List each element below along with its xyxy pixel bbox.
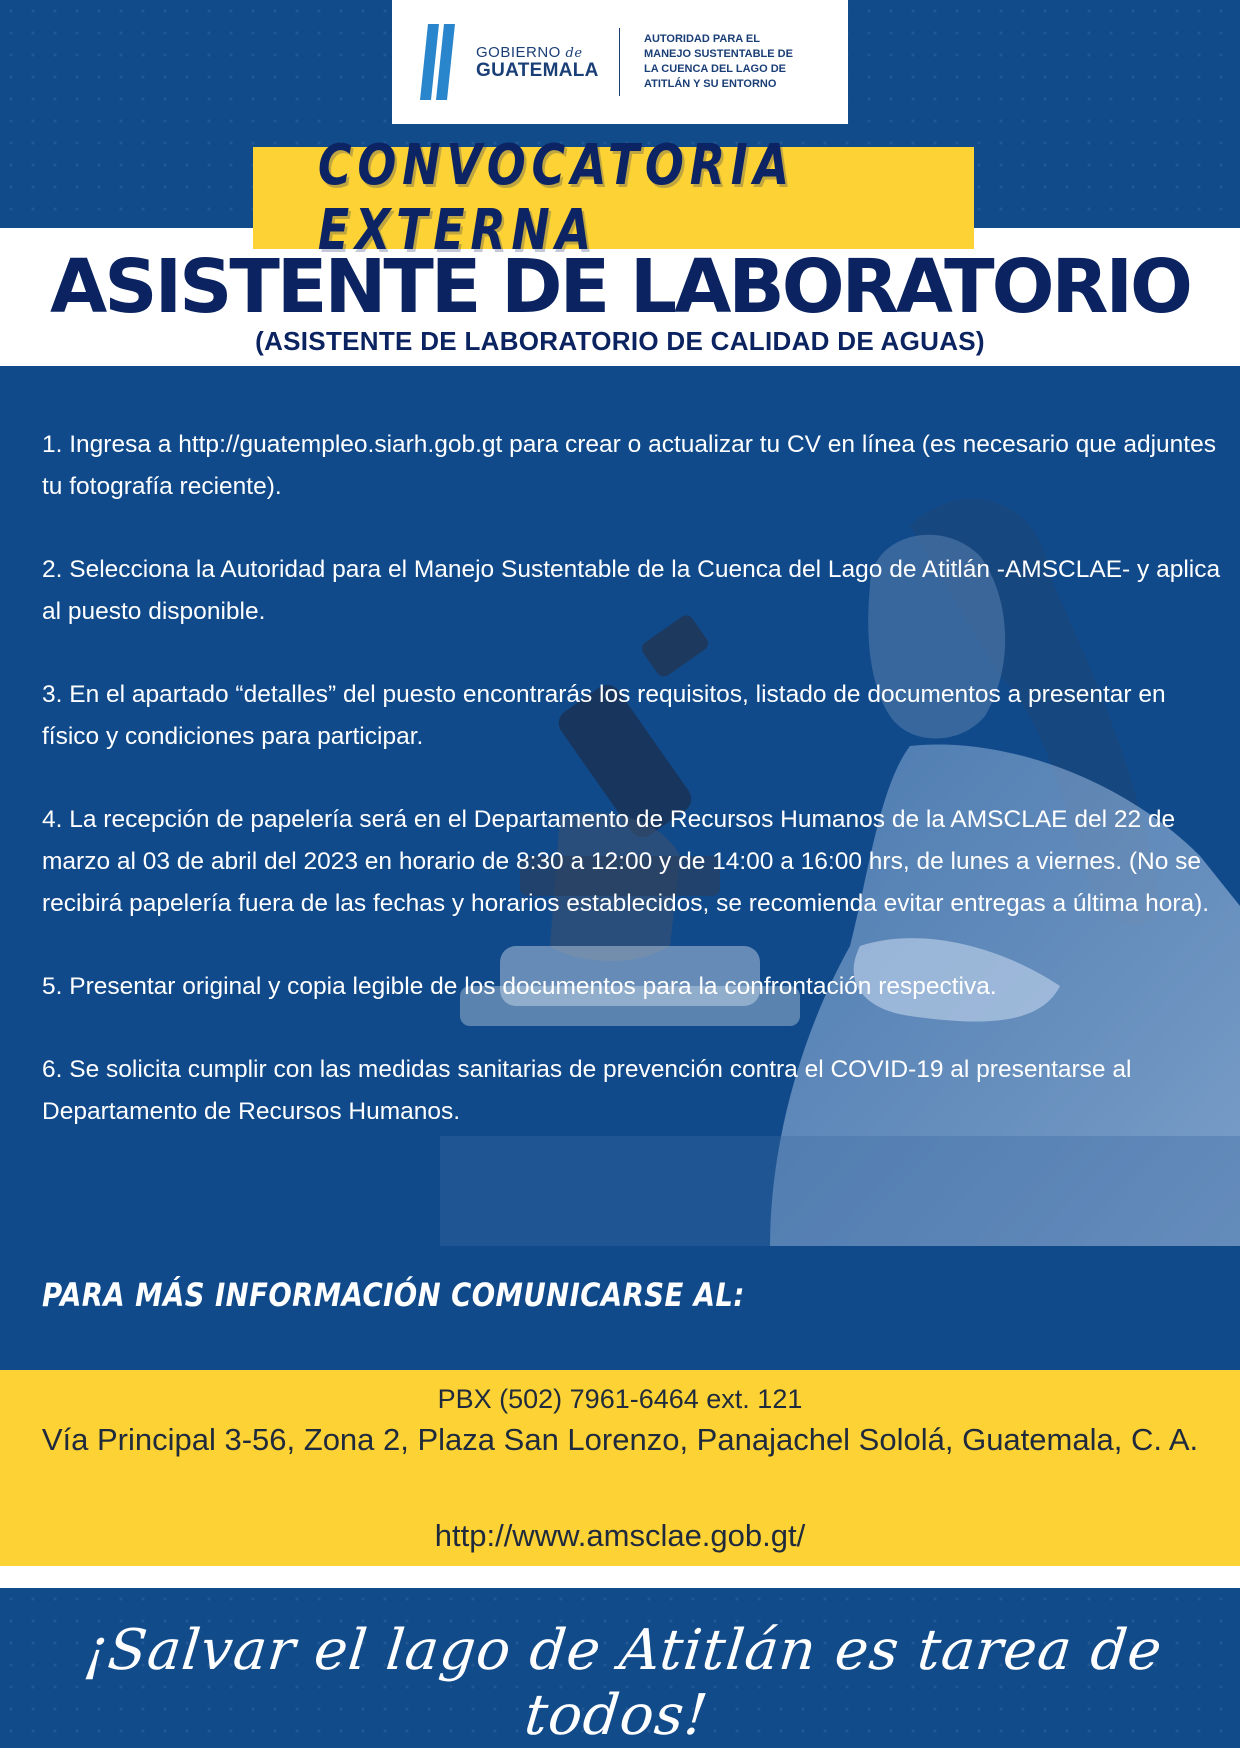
page-subtitle: (ASISTENTE DE LABORATORIO DE CALIDAD DE AGUAS) <box>255 326 985 356</box>
footer <box>0 1588 1240 1748</box>
logo-guatemala: GUATEMALA <box>476 60 599 81</box>
step-item: 1. Ingresa a http://guatempleo.siarh.gob.gt para crear o actualizar tu CV en línea (es necesario que adjuntes tu fotografía reciente). <box>42 431 1216 500</box>
step-item: 2. Selecciona la Autoridad para el Manejo Sustentable de la Cuenca del Lago de Atitlán -AMSCLAE- y aplica al puesto disponible. <box>42 556 1221 625</box>
divider <box>0 1566 1240 1588</box>
page-title: ASISTENTE DE LABORATORIO <box>50 244 1190 330</box>
step-item: 4. La recepción de papelería será en el Departamento de Recursos Humanos de la AMSCLAE del 22 de marzo al 03 de abril del 2023 en horario de 8:30 a 12:00 y de 14:00 a 16:00 hrs, de lunes a viernes. (No se recibirá papelería fuera de las fechas y horarios establecidos, se recomienda evitar entregas a última hora). <box>42 806 1210 917</box>
instructions-section <box>0 366 1240 1370</box>
step-item: 5. Presentar original y copia legible de los documentos para la confrontación respectiva. <box>42 973 997 1000</box>
contact-heading: PARA MÁS INFORMACIÓN COMUNICARSE AL: <box>42 1276 745 1314</box>
footer-motto: ¡Salvar el lago de Atitlán es tarea de todos! <box>81 1618 1166 1748</box>
logo-gobierno: GOBIERNO de <box>476 44 583 61</box>
authority-name: AUTORIDAD PARA EL MANEJO SUSTENTABLE DE LA CUENCA DEL LAGO DE ATITLÁN Y SU ENTORNO <box>644 33 793 90</box>
steps-list <box>42 424 1222 1174</box>
contact-website-link[interactable]: http://www.amsclae.gob.gt/ <box>434 1518 806 1553</box>
step-item: 6. Se solicita cumplir con las medidas sanitarias de prevención contra el COVID-19 al presentarse al Departamento de Recursos Humanos. <box>42 1056 1132 1125</box>
contact-phone: PBX (502) 7961-6464 ext. 121 <box>437 1384 803 1414</box>
convocatoria-banner <box>253 133 974 263</box>
contact-section <box>0 1370 1240 1566</box>
contact-address: Vía Principal 3-56, Zona 2, Plaza San Lorenzo, Panajachel Sololá, Guatemala, C. A. <box>41 1422 1199 1457</box>
logo-bar-icon <box>436 24 455 100</box>
convocatoria-label: CONVOCATORIA EXTERNA <box>317 133 795 263</box>
logo-divider <box>619 28 620 96</box>
step-item: 3. En el apartado “detalles” del puesto encontrarás los requisitos, listado de documentos a presentar en físico y condiciones para participar. <box>42 681 1166 750</box>
government-logo <box>392 0 848 124</box>
